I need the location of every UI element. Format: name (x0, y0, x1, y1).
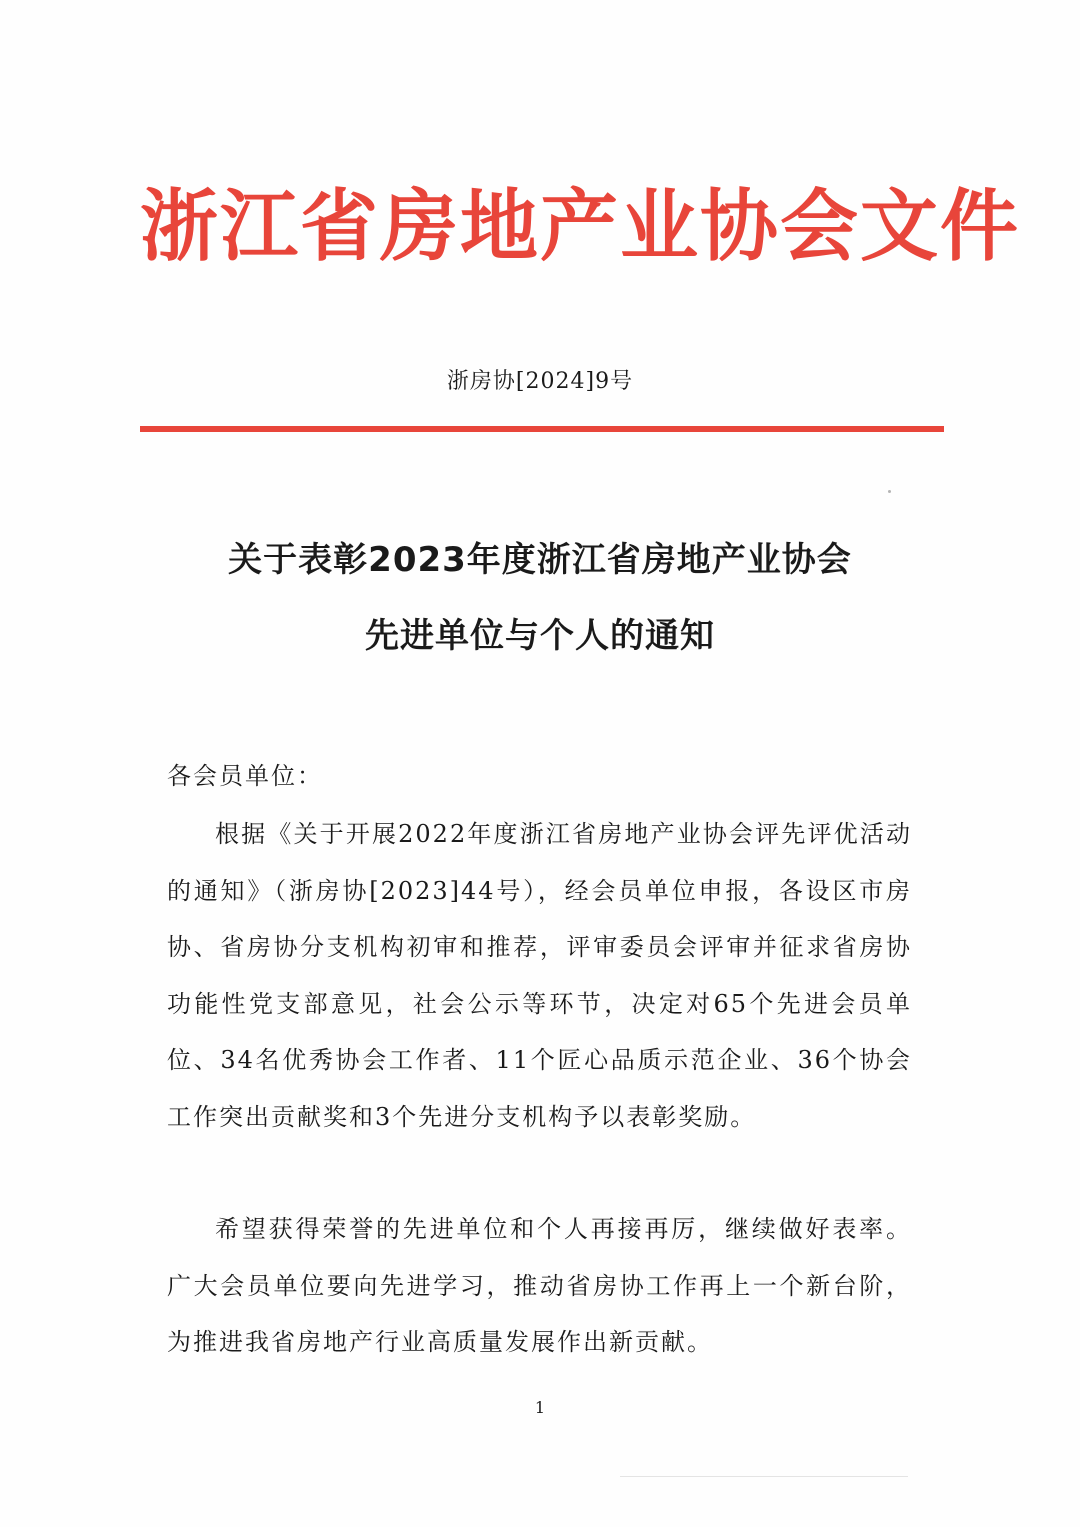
issuer-masthead: 浙江省房地产业协会文件 (140, 181, 1021, 272)
scan-dot-mark (888, 490, 891, 493)
page-number: 1 (534, 1398, 546, 1417)
title-line-2: 先进单位与个人的通知 (365, 616, 715, 656)
red-divider-line (140, 426, 944, 432)
document-number: 浙房协[2024]9号 (446, 369, 634, 394)
body-paragraph-1: 根据《关于开展2022年度浙江省房地产业协会评先评优活动的通知》（浙房协[2023]44号），经会员单位申报，各设区市房协、省房协分支机构初审和推荐，评审委员会评审并征求省房协功能性党支部意见，社会公示等环节，决定对65个先进会员单位、34名优秀协会工作者、11个匠心品质示范企业、36个协会工作突出贡献奖和3个先进分支机构予以表彰奖励。 (167, 820, 912, 1131)
body-paragraph-2: 希望获得荣誉的先进单位和个人再接再厉，继续做好表率。广大会员单位要向先进学习，推动省房协工作再上一个新台阶，为推进我省房地产行业高质量发展作出新贡献。 (167, 1215, 912, 1356)
salutation: 各会员单位： (167, 762, 323, 790)
title-line-1: 关于表彰2023年度浙江省房地产业协会 (228, 540, 852, 580)
footer-rule (620, 1476, 908, 1477)
notice-title (0, 522, 1080, 674)
